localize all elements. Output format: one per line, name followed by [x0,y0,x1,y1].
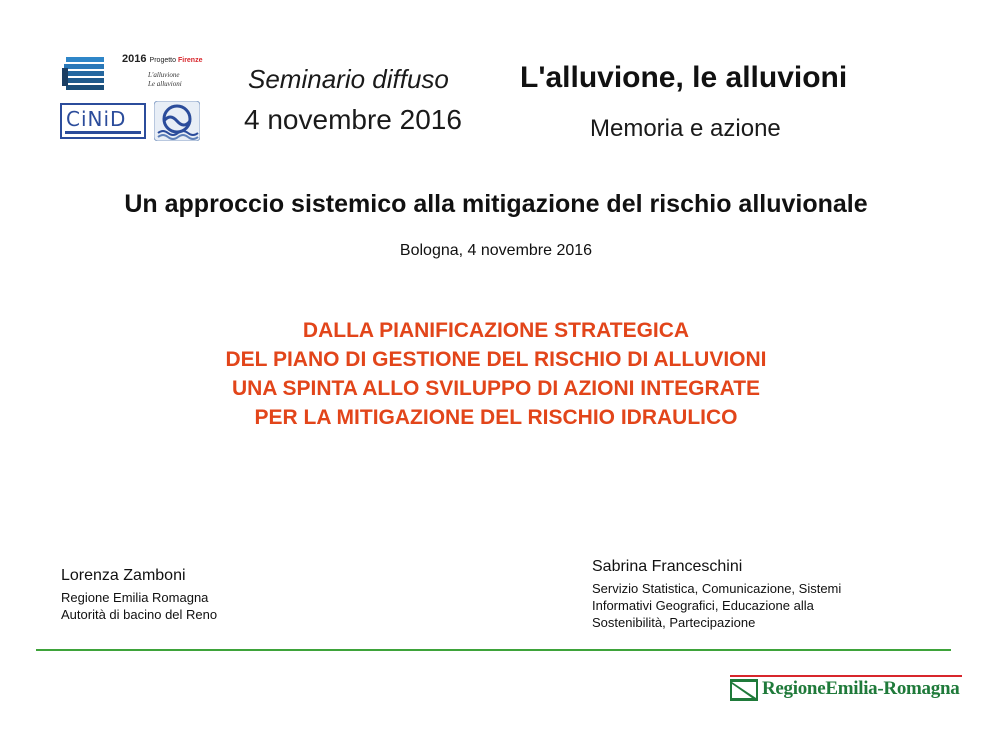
headline-line: DALLA PIANIFICAZIONE STRATEGICA [302,319,690,342]
regione-logo [730,675,962,705]
progetto-subtitle [148,71,182,89]
author-affiliation: Sostenibilità, Partecipazione [592,615,756,630]
seminar-title: Seminario diffuso [248,64,449,94]
author-right [592,558,841,631]
headline-line: UNA SPINTA ALLO SVILUPPO DI AZIONI INTEGRATE [231,377,761,400]
regione-logo-rule [730,675,962,677]
progetto-label-city: Firenze [177,57,203,64]
headline-line: PER LA MITIGAZIONE DEL RISCHIO IDRAULICO [254,406,738,429]
regione-logo-text: RegioneEmilia-Romagna [762,678,960,699]
progetto-label: Progetto [149,57,177,64]
author-affiliation: Servizio Statistica, Comunicazione, Sistemi [592,581,842,596]
event-subtitle: Memoria e azione [590,115,781,142]
author-left [61,567,217,623]
cinid-logo [60,103,146,139]
headline-block [0,316,992,432]
event-title: L'alluvione, le alluvioni [520,61,848,94]
regione-flag-icon [730,676,760,702]
seminar-date: 4 novembre 2016 [244,104,462,135]
progetto-sub-line: L'alluvione [148,71,180,79]
place-date: Bologna, 4 novembre 2016 [399,242,593,259]
presentation-title: Un approccio sistemico alla mitigazione del rischio alluvionale [124,190,868,218]
progetto-year: 2016 [122,53,147,65]
stacked-bars-logo-icon [62,56,108,96]
footer-divider [36,649,951,651]
cinid-logo-rule [65,131,141,134]
progetto-2016-logo [122,53,202,65]
author-affiliation: Autorità di bacino del Reno [61,607,218,622]
author-affiliation: Regione Emilia Romagna [61,590,209,605]
author-name: Lorenza Zamboni [61,567,186,584]
author-affiliation: Informativi Geografici, Educazione alla [592,598,814,613]
headline-line: DEL PIANO DI GESTIONE DEL RISCHIO DI ALLUVIONI [225,348,767,371]
progetto-sub-line: Le alluvioni [148,80,182,88]
author-name: Sabrina Franceschini [592,558,743,575]
cinid-logo-text: CiNiD [66,107,127,131]
wave-emblem-icon [154,101,200,141]
